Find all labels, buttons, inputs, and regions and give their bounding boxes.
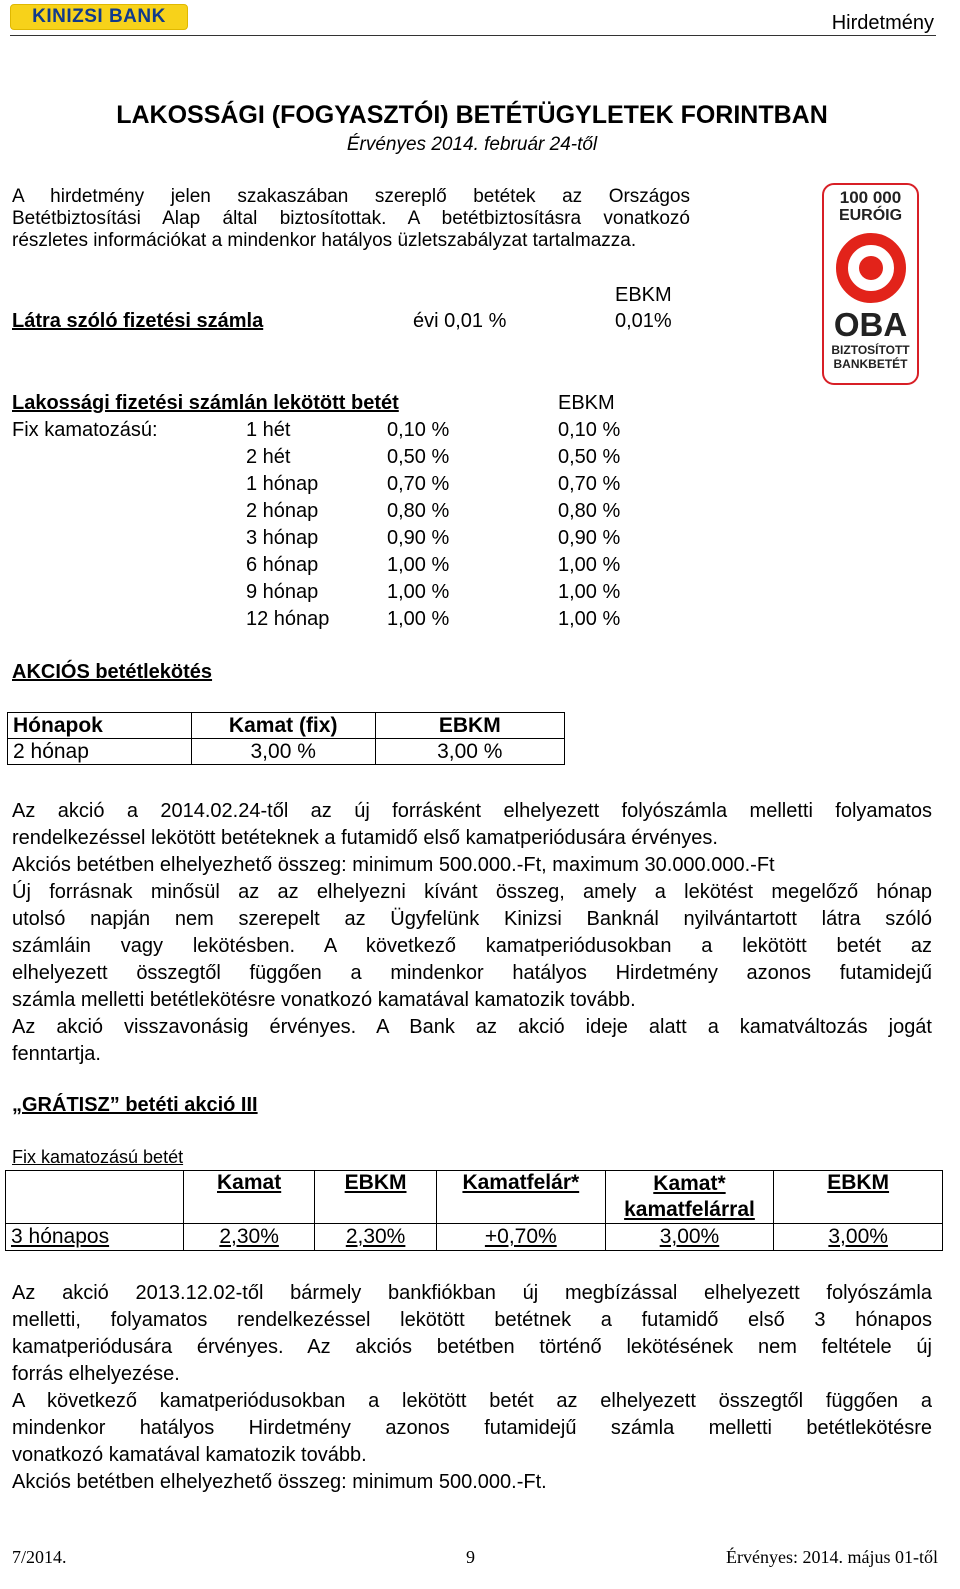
table-header bbox=[774, 1171, 943, 1224]
table-header: Kamat (fix) bbox=[191, 713, 375, 739]
rate-value: 0,50 % bbox=[387, 446, 450, 468]
intro-paragraph bbox=[12, 186, 690, 252]
lekotott-title: Lakossági fizetési számlán lekötött betét bbox=[12, 392, 399, 414]
akcios-title: AKCIÓS betétlekötés bbox=[12, 661, 213, 683]
rate-ebkm: 0,70 % bbox=[558, 473, 621, 495]
text-line: utolsó napján nem szerepelt az Ügyfelünk Kinizsi Banknál nyilvántartott látra szóló bbox=[12, 908, 932, 930]
table-header: EBKM bbox=[375, 713, 564, 739]
cell-kamatfelar: +0,70% bbox=[484, 1225, 557, 1248]
cell-ebkm-2: 3,00% bbox=[828, 1225, 888, 1248]
rate-term: 2 hét bbox=[246, 446, 291, 468]
table-header bbox=[184, 1171, 315, 1224]
footer-right: Érvényes: 2014. május 01-től bbox=[726, 1547, 938, 1567]
text-line: Az akció a 2014.02.24-től az új forrásként elhelyezett folyószámla melletti folyamatos bbox=[12, 800, 932, 822]
intro-line: Betétbiztosítási Alap által biztosítottak. A betétbiztosításra vonatkozó bbox=[12, 208, 690, 229]
rate-value: 0,90 % bbox=[387, 527, 450, 549]
akcios-table bbox=[7, 712, 565, 765]
intro-line: részletes információkat a mindenkor hatályos üzletszabályzat tartalmazza. bbox=[12, 230, 637, 251]
lekotott-label: Fix kamatozású: bbox=[12, 419, 158, 441]
oba-ring-icon bbox=[836, 233, 906, 303]
table-cell bbox=[6, 1224, 184, 1251]
badge-oba: OBA bbox=[833, 306, 908, 343]
logo-text: KINIZSI BANK bbox=[32, 6, 166, 27]
text-line: fenntartja. bbox=[12, 1043, 101, 1065]
table-header bbox=[315, 1171, 437, 1224]
footer-left: 7/2014. bbox=[12, 1547, 67, 1567]
rate-term: 6 hónap bbox=[246, 554, 319, 576]
header-ebkm-2: EBKM bbox=[827, 1171, 890, 1194]
text-line: Új forrásnak minősül az az elhelyezni kívánt összeg, amely a lekötést megelőző hónap bbox=[12, 881, 932, 903]
text-line: rendelkezéssel lekötött betéteknek a futamidő első kamatperiódusára érvényes. bbox=[12, 827, 718, 849]
table-header bbox=[605, 1171, 774, 1224]
header-ebkm: EBKM bbox=[344, 1171, 407, 1194]
table-header bbox=[6, 1171, 184, 1224]
latra-title: Látra szóló fizetési számla bbox=[12, 310, 264, 332]
badge-insured: BIZTOSÍTOTT bbox=[831, 343, 910, 357]
text-line: forrás elhelyezése. bbox=[12, 1363, 180, 1385]
rate-term: 1 hónap bbox=[246, 473, 319, 495]
gratisz-title: „GRÁTISZ” betéti akció III bbox=[12, 1094, 258, 1116]
intro-line: A hirdetmény jelen szakaszában szereplő betétek az Országos bbox=[12, 186, 690, 207]
bank-logo bbox=[10, 4, 188, 30]
cell-ebkm: 2,30% bbox=[345, 1225, 406, 1248]
gratisz-subtitle: Fix kamatozású betét bbox=[12, 1147, 184, 1167]
badge-amount: 100 000 bbox=[839, 188, 902, 207]
text-line: kamatperiódusára érvényes. Az akciós betétben történő lekötésének nem feltétele új bbox=[12, 1336, 932, 1358]
text-line: Az akció 2013.12.02-től bármely bankfiókban új megbízással elhelyezett folyószámla bbox=[12, 1282, 932, 1304]
rate-ebkm: 1,00 % bbox=[558, 581, 621, 603]
header-kamatfelar: Kamatfelár* bbox=[462, 1171, 580, 1194]
rate-term: 3 hónap bbox=[246, 527, 319, 549]
latra-ebkm: 0,01% bbox=[615, 310, 672, 332]
table-row bbox=[6, 1224, 943, 1251]
rate-term: 9 hónap bbox=[246, 581, 319, 603]
table-cell bbox=[774, 1224, 943, 1251]
text-line: számláin vagy lekötésben. A következő kamatperiódusokban a lekötött betét az bbox=[12, 935, 932, 957]
gratisz-table bbox=[5, 1170, 943, 1251]
header-title: Hirdetmény bbox=[831, 12, 934, 34]
lekotott-ebkm-header: EBKM bbox=[558, 392, 615, 414]
rate-value: 1,00 % bbox=[387, 554, 450, 576]
rate-term: 12 hónap bbox=[246, 608, 330, 630]
cell-term: 3 hónapos bbox=[11, 1225, 110, 1248]
text-line: A következő kamatperiódusokban a lekötött betét az elhelyezett összegtől függően a bbox=[12, 1390, 932, 1412]
table-cell: 2 hónap bbox=[8, 739, 192, 765]
text-line: Az akció visszavonásig érvényes. A Bank az akció ideje alatt a kamatváltozás jogát bbox=[12, 1016, 932, 1038]
table-row bbox=[8, 739, 565, 765]
latra-ebkm-header: EBKM bbox=[615, 284, 672, 306]
rate-ebkm: 0,80 % bbox=[558, 500, 621, 522]
table-header-row bbox=[6, 1171, 943, 1224]
badge-deposit: BANKBETÉT bbox=[833, 357, 908, 371]
header-kamat: Kamat bbox=[217, 1171, 282, 1194]
table-cell bbox=[605, 1224, 774, 1251]
header-kamatfelarral: kamatfelárral bbox=[624, 1198, 755, 1221]
table-header: Hónapok bbox=[8, 713, 192, 739]
rate-ebkm: 1,00 % bbox=[558, 608, 621, 630]
text-line: számla melletti betétlekötésre vonatkozó kamatával kamatozik tovább. bbox=[12, 989, 636, 1011]
rate-value: 0,70 % bbox=[387, 473, 450, 495]
header-divider bbox=[10, 35, 936, 36]
badge-currency: EURÓIG bbox=[838, 207, 903, 224]
rate-ebkm: 0,90 % bbox=[558, 527, 621, 549]
table-header-row bbox=[8, 713, 565, 739]
table-cell bbox=[184, 1224, 315, 1251]
oba-insurance-badge bbox=[822, 183, 919, 385]
rate-term: 2 hónap bbox=[246, 500, 319, 522]
header-kamat-star: Kamat* bbox=[653, 1172, 726, 1195]
text-line: vonatkozó kamatával kamatozik tovább. bbox=[12, 1444, 367, 1466]
table-cell bbox=[315, 1224, 437, 1251]
table-cell bbox=[436, 1224, 605, 1251]
table-header bbox=[436, 1171, 605, 1224]
rate-ebkm: 0,50 % bbox=[558, 446, 621, 468]
rate-value: 1,00 % bbox=[387, 608, 450, 630]
rate-ebkm: 1,00 % bbox=[558, 554, 621, 576]
rate-ebkm: 0,10 % bbox=[558, 419, 621, 441]
rate-value: 0,80 % bbox=[387, 500, 450, 522]
page-subtitle: Érvényes 2014. február 24-től bbox=[346, 134, 598, 155]
rate-value: 0,10 % bbox=[387, 419, 450, 441]
text-line: elhelyezett összegtől függően a mindenkor hatályos Hirdetmény azonos futamidejű bbox=[12, 962, 932, 984]
page-title: LAKOSSÁGI (FOGYASZTÓI) BETÉTÜGYLETEK FORINTBAN bbox=[116, 101, 828, 129]
rate-value: 1,00 % bbox=[387, 581, 450, 603]
text-line: mindenkor hatályos Hirdetmény azonos futamidejű számla melletti betétlekötésre bbox=[12, 1417, 932, 1439]
text-line: Akciós betétben elhelyezhető összeg: minimum 500.000.-Ft. bbox=[12, 1471, 547, 1493]
latra-rate: évi 0,01 % bbox=[413, 310, 507, 332]
rate-term: 1 hét bbox=[246, 419, 291, 441]
text-line: melletti, folyamatos rendelkezéssel lekötött betétnek a futamidő első 3 hónapos bbox=[12, 1309, 932, 1331]
text-line: Akciós betétben elhelyezhető összeg: minimum 500.000.-Ft, maximum 30.000.000.-Ft bbox=[12, 854, 775, 876]
cell-kamat-felarral: 3,00% bbox=[659, 1225, 720, 1248]
page-number: 9 bbox=[466, 1547, 475, 1567]
table-cell: 3,00 % bbox=[191, 739, 375, 765]
cell-kamat: 2,30% bbox=[219, 1225, 279, 1248]
table-cell: 3,00 % bbox=[375, 739, 564, 765]
